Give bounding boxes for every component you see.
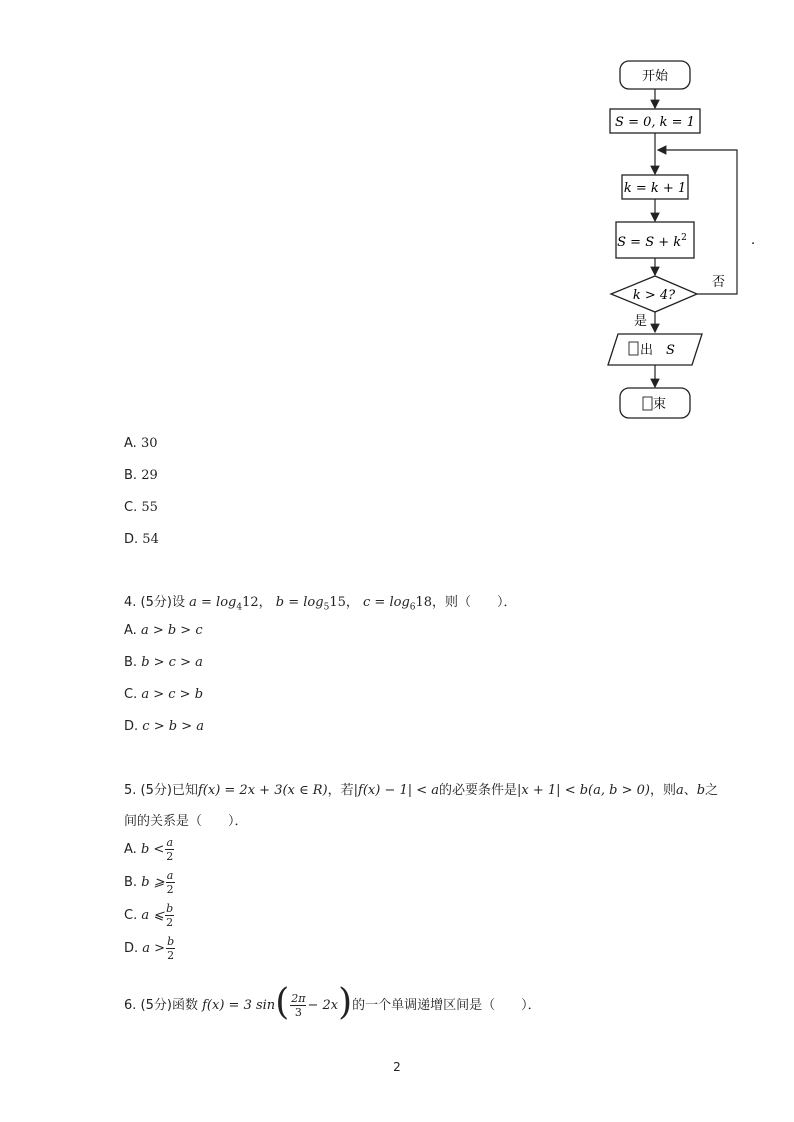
flow-step2-text: $S = S + k^2$ xyxy=(617,233,687,250)
flow-init-text: S = 0, k = 1 xyxy=(615,115,695,130)
flowchart xyxy=(600,55,770,425)
flow-output-box xyxy=(608,334,702,365)
q5-stem-line1: 5. (5分)已知f(x) = 2x + 3(x ∈ R)，若|f(x) − 1| < a的必要条件是|x + 1| < b(a, b > 0)，则a、b之 xyxy=(124,783,719,798)
q5-option-a: A. b < $\frac{a}{2}$ xyxy=(124,836,174,863)
q5-stem-line2: 间的关系是（ ）． xyxy=(124,814,248,829)
q4-option-b: B. b > c > a xyxy=(124,655,203,670)
q5-option-b: B. b ⩾ $\frac{a}{2}$ xyxy=(124,869,174,896)
q4-option-c: C. a > c > b xyxy=(124,687,204,702)
flow-output-var: S xyxy=(666,343,675,358)
flow-end-text: 束 xyxy=(653,397,667,412)
q3-option-c: C. 55 xyxy=(124,500,158,515)
q5-option-c: C. a ⩽ $\frac{b}{2}$ xyxy=(124,902,174,929)
q5-option-d: D. a > $\frac{b}{2}$ xyxy=(124,935,175,962)
q3-option-b: B. 29 xyxy=(124,468,158,483)
flow-output-text: 出 xyxy=(640,343,654,358)
flow-condition-text: k > 4? xyxy=(632,288,676,303)
q3-option-a: A. 30 xyxy=(124,436,158,451)
q3-option-d: D. 54 xyxy=(124,532,159,547)
q4-option-d: D. c > b > a xyxy=(124,719,204,734)
flow-yes-label: 是 xyxy=(634,314,648,329)
flow-start-text: 开始 xyxy=(641,69,669,84)
flow-trailing-dot: . xyxy=(751,233,756,248)
page-number: 2 xyxy=(393,1060,401,1074)
flow-step1-text: k = k + 1 xyxy=(623,181,687,196)
q4-option-a: A. a > b > c xyxy=(124,623,203,638)
q4-stem: 4. (5分)设 $a = \log_412$， $b = \log_515$， $c = \log_618$，则（ ）． xyxy=(124,595,517,613)
q6-stem: 6. (5分)函数 f(x) = 3 sin( $\frac{2\pi}{3}$ − 2x)的一个单调递增区间是（ ）． xyxy=(124,981,541,1023)
flow-no-label: 否 xyxy=(712,275,726,290)
